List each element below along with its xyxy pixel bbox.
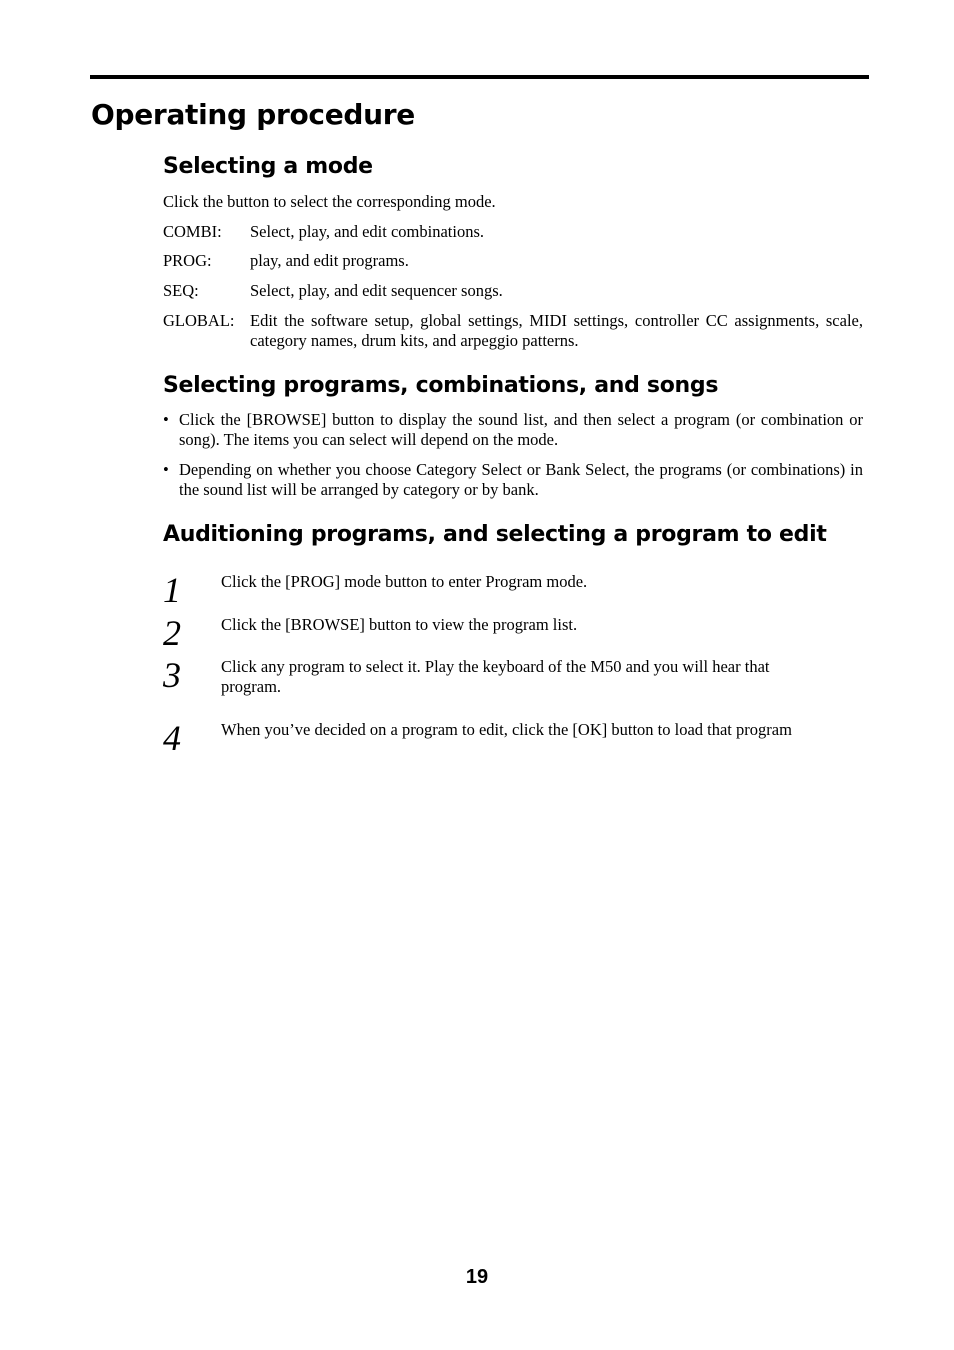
- mode-row-seq: [163, 281, 863, 301]
- step-number: 2: [163, 613, 181, 653]
- step-text: Click any program to select it. Play the keyboard of the M50 and you will hear that program.: [221, 657, 770, 696]
- page-number: 19: [465, 1266, 489, 1288]
- section-heading-selecting-programs: Selecting programs, combinations, and songs: [163, 373, 719, 398]
- mode-row-prog: [163, 251, 863, 271]
- mode-intro-text: Click the button to select the corresponding mode.: [163, 192, 496, 211]
- bullet-item: [163, 460, 863, 500]
- bullet-text: Click the [BROWSE] button to display the sound list, and then select a program (or combination or song). The items you can select will depend on the mode.: [179, 410, 863, 449]
- bullet-icon: •: [163, 460, 169, 479]
- step-item-4: [163, 720, 863, 760]
- step-number: 3: [163, 655, 181, 695]
- mode-description: Select, play, and edit combinations.: [250, 222, 484, 241]
- mode-description: play, and edit programs.: [250, 251, 409, 270]
- bullet-icon: •: [163, 410, 169, 429]
- section-heading-selecting-mode: Selecting a mode: [163, 154, 373, 179]
- page-title: Operating procedure: [91, 98, 415, 131]
- mode-description: Select, play, and edit sequencer songs.: [250, 281, 503, 300]
- mode-row-global: [163, 311, 863, 351]
- mode-key: COMBI:: [163, 222, 222, 241]
- step-number: 1: [163, 570, 181, 610]
- section-heading-auditioning: Auditioning programs, and selecting a program to edit: [163, 522, 827, 547]
- step-text: Click the [PROG] mode button to enter Program mode.: [221, 572, 588, 591]
- step-text: Click the [BROWSE] button to view the program list.: [221, 615, 578, 634]
- bullet-item: [163, 410, 863, 450]
- step-item-2: [163, 615, 863, 655]
- mode-row-combi: [163, 222, 863, 242]
- mode-description: Edit the software setup, global settings, MIDI settings, controller CC assignments, scale, category names, drum kits, and arpeggio patterns.: [250, 311, 863, 350]
- mode-key: PROG:: [163, 251, 212, 270]
- bullet-text: Depending on whether you choose Category Select or Bank Select, the programs (or combinations) in the sound list will be arranged by category or by bank.: [179, 460, 863, 499]
- step-text: When you’ve decided on a program to edit, click the [OK] button to load that program: [221, 720, 792, 739]
- step-number: 4: [163, 718, 181, 758]
- header-rule: [90, 75, 869, 79]
- step-item-1: [163, 572, 863, 612]
- mode-key: GLOBAL:: [163, 311, 235, 330]
- mode-key: SEQ:: [163, 281, 199, 300]
- step-item-3: [163, 657, 863, 701]
